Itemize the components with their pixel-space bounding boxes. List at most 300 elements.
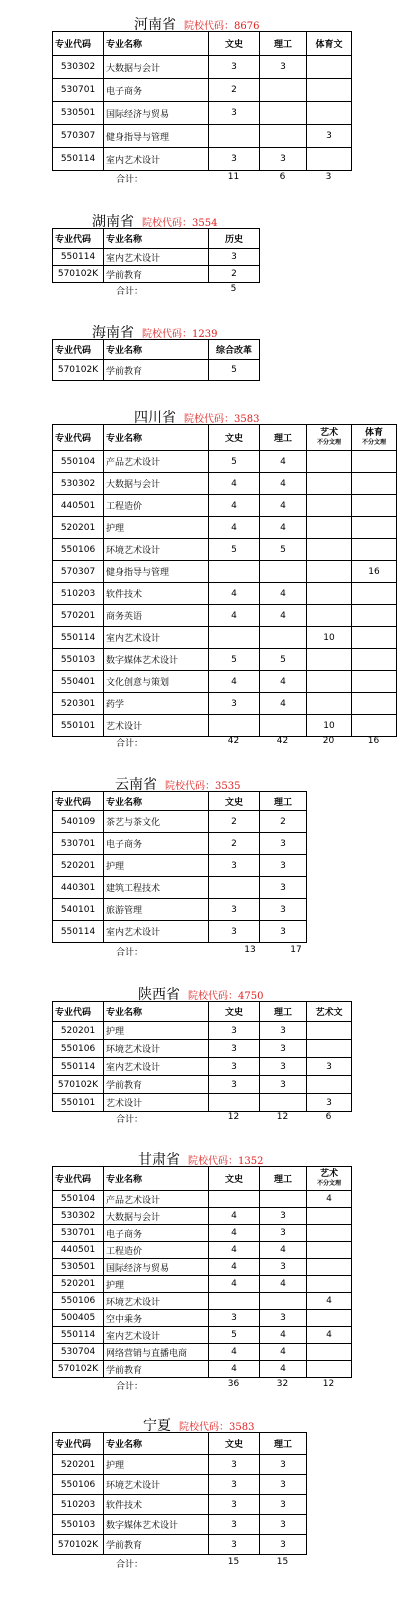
cell-name: 护理: [104, 517, 209, 539]
header-code: 专业代码: [53, 229, 104, 249]
total-value: 13: [244, 945, 256, 955]
totals-label: 合计：: [116, 948, 144, 958]
cell-value: 2: [209, 811, 260, 833]
cell-code: 550106: [53, 1293, 104, 1310]
cell-code: 440501: [53, 1242, 104, 1259]
cell-value: [307, 451, 352, 473]
school-code-label: 院校代码：: [184, 21, 234, 32]
cell-name: 学前教育: [104, 1361, 209, 1378]
table-header-row: [53, 792, 307, 811]
cell-name: 文化创意与策划: [104, 671, 209, 693]
total-value: 12: [227, 1112, 240, 1122]
header-col: 理工: [260, 1167, 307, 1191]
cell-name: 室内艺术设计: [104, 627, 209, 649]
cell-code: 550103: [53, 1515, 104, 1535]
total-value: 11: [227, 172, 240, 182]
header-col: 文史: [209, 32, 260, 56]
cell-name: 室内艺术设计: [104, 148, 209, 171]
cell-name: 数字媒体艺术设计: [104, 649, 209, 671]
school-code-value: 8676: [234, 21, 260, 32]
table-row: [53, 715, 397, 737]
cell-value: 3: [209, 899, 260, 921]
totals-row: [52, 945, 312, 959]
cell-value: 3: [209, 1310, 260, 1327]
cell-value: [352, 517, 397, 539]
province-name: 云南省: [115, 777, 157, 793]
cell-value: [260, 79, 307, 102]
cell-value: [307, 56, 352, 79]
table-row: [53, 517, 397, 539]
total-value: 5: [230, 284, 237, 294]
table-header-row: [53, 425, 397, 451]
cell-value: 3: [209, 56, 260, 79]
cell-name: 工程造价: [104, 495, 209, 517]
header-col-main: 体育: [364, 427, 383, 438]
table-row: [53, 1327, 352, 1344]
cell-code: 550114: [53, 1327, 104, 1344]
table-row: [53, 495, 397, 517]
cell-value: [352, 473, 397, 495]
cell-value: 4: [209, 605, 260, 627]
cell-value: [209, 715, 260, 737]
totals-label: 合计：: [116, 739, 144, 749]
cell-value: 4: [307, 1293, 352, 1310]
totals-row: [52, 172, 351, 186]
cell-value: 16: [352, 561, 397, 583]
cell-name: 国际经济与贸易: [104, 102, 209, 125]
cell-value: 3: [260, 1495, 307, 1515]
cell-code: 550101: [53, 1094, 104, 1112]
cell-value: 3: [260, 1208, 307, 1225]
table-row: [53, 1259, 352, 1276]
cell-value: 3: [260, 1310, 307, 1327]
cell-code: 550106: [53, 539, 104, 561]
cell-value: 3: [260, 1259, 307, 1276]
cell-code: 570307: [53, 125, 104, 148]
cell-value: 3: [209, 249, 260, 266]
table-row: [53, 899, 307, 921]
header-name: 专业名称: [104, 32, 209, 56]
cell-value: 4: [260, 1344, 307, 1361]
cell-code: 530501: [53, 102, 104, 125]
table-header-row: [53, 340, 260, 360]
cell-code: 520201: [53, 517, 104, 539]
table-row: [53, 921, 307, 943]
cell-value: [352, 715, 397, 737]
cell-value: 3: [209, 1515, 260, 1535]
cell-value: [307, 1076, 352, 1094]
table-row: [53, 671, 397, 693]
total-value: 6: [325, 1112, 332, 1122]
header-col: 文史: [209, 1167, 260, 1191]
table-row: [53, 1094, 352, 1112]
cell-code: 530704: [53, 1344, 104, 1361]
cell-value: 4: [307, 1327, 352, 1344]
table-row: [53, 605, 397, 627]
cell-name: 健身指导与管理: [104, 125, 209, 148]
cell-name: 茶艺与茶文化: [104, 811, 209, 833]
cell-name: 大数据与会计: [104, 473, 209, 495]
cell-code: 530701: [53, 833, 104, 855]
cell-code: 520201: [53, 1022, 104, 1040]
cell-value: 2: [209, 833, 260, 855]
header-col: 艺术文: [307, 1002, 352, 1022]
cell-value: 3: [307, 125, 352, 148]
cell-value: 10: [307, 715, 352, 737]
cell-name: 网络营销与直播电商: [104, 1344, 209, 1361]
cell-name: 大数据与会计: [104, 56, 209, 79]
school-code-value: 3554: [192, 218, 218, 229]
cell-code: 520301: [53, 693, 104, 715]
table-row: [53, 360, 260, 381]
cell-value: [209, 627, 260, 649]
cell-value: 3: [260, 148, 307, 171]
total-value: 3: [325, 172, 332, 182]
totals-label: 合计：: [116, 1115, 144, 1125]
header-name: 专业名称: [104, 340, 209, 360]
cell-value: [352, 693, 397, 715]
cell-value: 3: [260, 1455, 307, 1475]
cell-code: 550114: [53, 921, 104, 943]
cell-value: 4: [260, 1361, 307, 1378]
cell-value: 3: [260, 1040, 307, 1058]
cell-value: [307, 1259, 352, 1276]
province-name: 海南省: [92, 325, 134, 341]
cell-name: 国际经济与贸易: [104, 1259, 209, 1276]
cell-name: 建筑工程技术: [104, 877, 209, 899]
cell-value: 3: [209, 855, 260, 877]
cell-value: [307, 1344, 352, 1361]
cell-value: 3: [209, 1040, 260, 1058]
total-value: 6: [279, 172, 286, 182]
cell-value: 4: [209, 1344, 260, 1361]
cell-value: [307, 1361, 352, 1378]
enrollment-table: [52, 339, 260, 381]
table-row: [53, 833, 307, 855]
table-row: [53, 539, 397, 561]
cell-value: 3: [209, 1475, 260, 1495]
province-name: 河南省: [134, 17, 176, 33]
cell-code: 550401: [53, 671, 104, 693]
cell-value: 3: [260, 1058, 307, 1076]
cell-value: 4: [260, 671, 307, 693]
table-row: [53, 1310, 352, 1327]
header-col: 文史: [209, 792, 260, 811]
cell-name: 护理: [104, 1022, 209, 1040]
header-col-main: 艺术: [319, 1168, 338, 1179]
cell-value: [307, 671, 352, 693]
cell-code: 550114: [53, 148, 104, 171]
cell-value: [260, 1094, 307, 1112]
cell-value: 3: [260, 56, 307, 79]
province-name: 陕西省: [138, 987, 180, 1003]
cell-code: 520201: [53, 1455, 104, 1475]
header-code: 专业代码: [53, 792, 104, 811]
cell-name: 护理: [104, 1276, 209, 1293]
cell-value: 4: [209, 1242, 260, 1259]
cell-value: 4: [209, 671, 260, 693]
cell-value: 3: [209, 1455, 260, 1475]
cell-name: 软件技术: [104, 1495, 209, 1515]
cell-code: 520201: [53, 855, 104, 877]
cell-code: 530701: [53, 79, 104, 102]
table-header-row: [53, 1433, 307, 1455]
school-code-label: 院校代码：: [188, 991, 238, 1002]
table-header-row: [53, 229, 260, 249]
cell-value: 3: [209, 1076, 260, 1094]
cell-name: 室内艺术设计: [104, 1327, 209, 1344]
cell-code: 570102K: [53, 1361, 104, 1378]
school-code-value: 1239: [192, 329, 218, 340]
totals-row: [52, 284, 259, 298]
cell-value: [209, 1293, 260, 1310]
header-col: 理工: [260, 792, 307, 811]
table-row: [53, 1208, 352, 1225]
cell-name: 护理: [104, 855, 209, 877]
cell-code: 570307: [53, 561, 104, 583]
cell-value: 5: [260, 649, 307, 671]
province-name: 湖南省: [92, 214, 134, 230]
table-row: [53, 266, 260, 283]
total-value: 16: [367, 736, 380, 746]
totals-row: [52, 736, 396, 750]
enrollment-table: [52, 791, 307, 943]
cell-value: [307, 102, 352, 125]
cell-value: [352, 583, 397, 605]
cell-name: 软件技术: [104, 583, 209, 605]
cell-value: 5: [209, 451, 260, 473]
table-row: [53, 627, 397, 649]
cell-value: 3: [260, 1515, 307, 1535]
cell-value: [307, 561, 352, 583]
table-row: [53, 1455, 307, 1475]
table-row: [53, 1344, 352, 1361]
cell-code: 550106: [53, 1475, 104, 1495]
cell-value: 4: [209, 517, 260, 539]
cell-value: 4: [209, 1208, 260, 1225]
cell-name: 学前教育: [104, 360, 209, 381]
table-row: [53, 811, 307, 833]
cell-name: 艺术设计: [104, 715, 209, 737]
table-row: [53, 877, 307, 899]
cell-value: [352, 627, 397, 649]
cell-value: 3: [209, 693, 260, 715]
table-header-row: [53, 1002, 352, 1022]
header-col: 历史: [209, 229, 260, 249]
cell-value: [307, 583, 352, 605]
table-row: [53, 1475, 307, 1495]
total-value: 36: [227, 1379, 240, 1389]
cell-name: 大数据与会计: [104, 1208, 209, 1225]
table-row: [53, 1242, 352, 1259]
cell-value: 4: [307, 1191, 352, 1208]
cell-value: 3: [260, 855, 307, 877]
cell-name: 产品艺术设计: [104, 451, 209, 473]
cell-value: [260, 627, 307, 649]
cell-code: 520201: [53, 1276, 104, 1293]
cell-value: [352, 649, 397, 671]
cell-value: 4: [209, 583, 260, 605]
header-code: 专业代码: [53, 340, 104, 360]
total-value: 42: [227, 736, 240, 746]
table-row: [53, 1535, 307, 1555]
cell-value: 3: [260, 899, 307, 921]
header-name: 专业名称: [104, 1433, 209, 1455]
cell-value: 3: [209, 1535, 260, 1555]
table-row: [53, 855, 307, 877]
cell-value: 4: [260, 1276, 307, 1293]
enrollment-table: [52, 1432, 307, 1555]
cell-value: [209, 1094, 260, 1112]
enrollment-table: [52, 424, 397, 737]
cell-name: 数字媒体艺术设计: [104, 1515, 209, 1535]
table-row: [53, 1040, 352, 1058]
cell-value: 3: [307, 1058, 352, 1076]
table-row: [53, 148, 352, 171]
table-row: [53, 1191, 352, 1208]
cell-value: 4: [260, 693, 307, 715]
table-row: [53, 1076, 352, 1094]
cell-value: 4: [260, 473, 307, 495]
cell-code: 540101: [53, 899, 104, 921]
cell-code: 500405: [53, 1310, 104, 1327]
cell-name: 室内艺术设计: [104, 921, 209, 943]
total-value: 15: [227, 1557, 240, 1567]
cell-code: 510203: [53, 583, 104, 605]
cell-name: 商务英语: [104, 605, 209, 627]
table-row: [53, 1058, 352, 1076]
header-col-sub: 不分文理: [316, 438, 341, 446]
cell-value: 2: [209, 266, 260, 283]
cell-value: [209, 877, 260, 899]
cell-value: [307, 79, 352, 102]
totals-label: 合计：: [116, 1382, 144, 1392]
totals-row: [52, 1557, 306, 1571]
cell-value: 3: [260, 1076, 307, 1094]
cell-value: [209, 125, 260, 148]
header-code: 专业代码: [53, 1433, 104, 1455]
header-col: 理工: [260, 425, 307, 451]
cell-value: [307, 1225, 352, 1242]
header-col: 理工: [260, 32, 307, 56]
cell-value: 4: [209, 473, 260, 495]
enrollment-table: [52, 31, 352, 171]
header-name: 专业名称: [104, 425, 209, 451]
cell-value: 3: [260, 1535, 307, 1555]
cell-value: [352, 495, 397, 517]
header-col-sub: 不分文理: [316, 1179, 341, 1187]
cell-code: 550106: [53, 1040, 104, 1058]
cell-value: 10: [307, 627, 352, 649]
header-col: 理工: [260, 1002, 307, 1022]
cell-value: [260, 1293, 307, 1310]
table-row: [53, 473, 397, 495]
cell-name: 旅游管理: [104, 899, 209, 921]
header-code: 专业代码: [53, 32, 104, 56]
cell-code: 440501: [53, 495, 104, 517]
total-value: 42: [276, 736, 289, 746]
table-row: [53, 693, 397, 715]
cell-name: 空中乘务: [104, 1310, 209, 1327]
table-row: [53, 583, 397, 605]
cell-code: 550104: [53, 451, 104, 473]
header-name: 专业名称: [104, 1167, 209, 1191]
cell-value: [260, 561, 307, 583]
header-col: [352, 425, 397, 451]
total-value: 20: [322, 736, 335, 746]
cell-name: 护理: [104, 1455, 209, 1475]
table-row: [53, 102, 352, 125]
cell-code: 570102K: [53, 1076, 104, 1094]
cell-code: 550104: [53, 1191, 104, 1208]
cell-value: 3: [260, 921, 307, 943]
cell-value: [307, 693, 352, 715]
cell-value: 3: [209, 102, 260, 125]
cell-value: 5: [209, 360, 260, 381]
table-row: [53, 1361, 352, 1378]
cell-value: 5: [209, 649, 260, 671]
school-code-value: 3583: [234, 414, 260, 425]
cell-value: [352, 605, 397, 627]
province-name: 四川省: [134, 410, 176, 426]
cell-code: 570201: [53, 605, 104, 627]
school-code-label: 院校代码：: [179, 1422, 229, 1433]
table-row: [53, 56, 352, 79]
cell-code: 530302: [53, 56, 104, 79]
cell-value: [260, 102, 307, 125]
cell-name: 室内艺术设计: [104, 249, 209, 266]
cell-code: 550114: [53, 1058, 104, 1076]
header-col: 体育文: [307, 32, 352, 56]
cell-value: [260, 125, 307, 148]
cell-value: [307, 1310, 352, 1327]
cell-code: 510203: [53, 1495, 104, 1515]
cell-value: [307, 1242, 352, 1259]
enrollment-table: [52, 1166, 352, 1378]
header-col: [307, 1167, 352, 1191]
cell-name: 环境艺术设计: [104, 1475, 209, 1495]
cell-value: 4: [209, 1361, 260, 1378]
total-value: 12: [322, 1379, 335, 1389]
total-value: 17: [290, 945, 302, 955]
cell-value: 4: [209, 1225, 260, 1242]
cell-value: [307, 473, 352, 495]
cell-name: 电子商务: [104, 833, 209, 855]
cell-value: [307, 495, 352, 517]
header-col: 文史: [209, 1433, 260, 1455]
cell-name: 室内艺术设计: [104, 1058, 209, 1076]
cell-value: [307, 148, 352, 171]
cell-value: [307, 605, 352, 627]
cell-name: 学前教育: [104, 1535, 209, 1555]
table-row: [53, 1276, 352, 1293]
cell-value: [307, 1022, 352, 1040]
cell-value: 3: [209, 921, 260, 943]
cell-name: 学前教育: [104, 266, 209, 283]
cell-value: 3: [209, 1495, 260, 1515]
cell-value: 4: [209, 495, 260, 517]
table-row: [53, 1293, 352, 1310]
header-col: 综合改革: [209, 340, 260, 360]
header-code: 专业代码: [53, 1167, 104, 1191]
total-value: 12: [276, 1112, 289, 1122]
totals-row: [52, 1112, 351, 1126]
cell-value: [260, 1191, 307, 1208]
header-name: 专业名称: [104, 229, 209, 249]
cell-code: 570102K: [53, 266, 104, 283]
cell-value: 3: [260, 1022, 307, 1040]
cell-value: [260, 715, 307, 737]
